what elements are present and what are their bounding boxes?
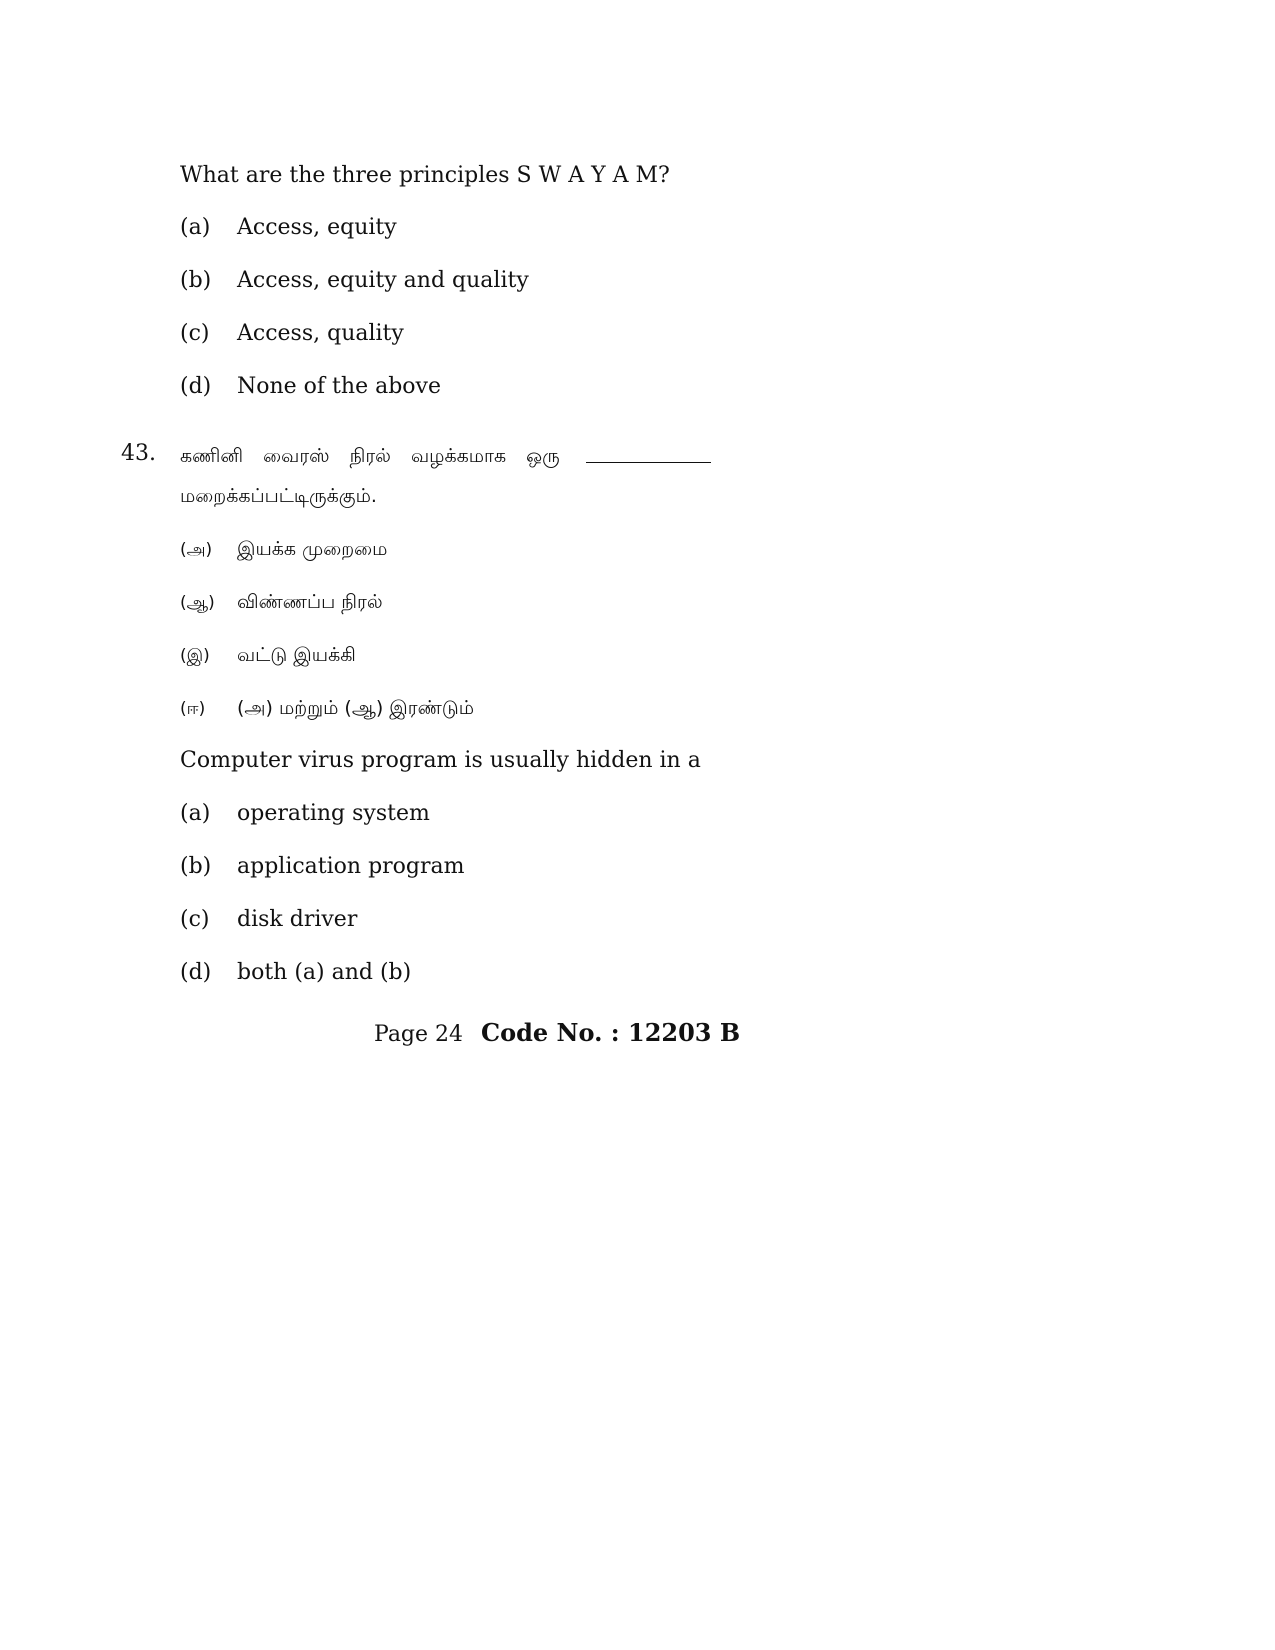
q43-option-a-text: operating system <box>237 801 430 826</box>
q43-option-b-text: application program <box>237 854 465 879</box>
q42-option-b-text: Access, equity and quality <box>237 268 529 293</box>
q42-option-c-label: (c) <box>180 321 210 346</box>
q43-option-ta-1-label: (அ) <box>180 540 213 560</box>
q42-option-c-text: Access, quality <box>237 321 404 346</box>
q43-option-d-text: both (a) and (b) <box>237 960 412 985</box>
q42-option-a-text: Access, equity <box>237 215 397 240</box>
q43-option-ta-1-text: இயக்க முறைமை <box>237 538 388 560</box>
q43-number: 43. <box>121 441 156 466</box>
q43-option-d-label: (d) <box>180 960 212 985</box>
q43-option-c-label: (c) <box>180 907 210 932</box>
q43-option-c-text: disk driver <box>237 907 358 932</box>
q43-option-b-label: (b) <box>180 854 212 879</box>
q43-option-ta-3-text: வட்டு இயக்கி <box>237 644 356 666</box>
code-number: Code No. : 12203 B <box>481 1018 741 1047</box>
q43-question-ta-line2: மறைக்கப்பட்டிருக்கும். <box>180 485 377 507</box>
q43-answer-blank <box>586 462 711 463</box>
q43-option-ta-4-text: (அ) மற்றும் (ஆ) இரண்டும் <box>237 697 475 719</box>
q43-option-ta-2-label: (ஆ) <box>180 593 215 613</box>
q43-question-en: Computer virus program is usually hidden in a <box>180 748 701 773</box>
q42-question-en: What are the three principles S W A Y A M? <box>180 163 670 188</box>
q43-option-a-label: (a) <box>180 801 211 826</box>
q42-option-d-label: (d) <box>180 374 212 399</box>
q43-option-ta-4-label: (ஈ) <box>180 699 206 719</box>
q42-option-d-text: None of the above <box>237 374 441 399</box>
q43-question-ta-line1: கணினி வைரஸ் நிரல் வழக்கமாக ஒரு <box>180 445 560 467</box>
q42-option-b-label: (b) <box>180 268 212 293</box>
page-footer <box>374 1018 740 1050</box>
q43-option-ta-2-text: விண்ணப்ப நிரல் <box>237 591 383 613</box>
page-number: Page 24 <box>374 1022 464 1047</box>
q43-option-ta-3-label: (இ) <box>180 646 210 666</box>
q42-option-a-label: (a) <box>180 215 211 240</box>
